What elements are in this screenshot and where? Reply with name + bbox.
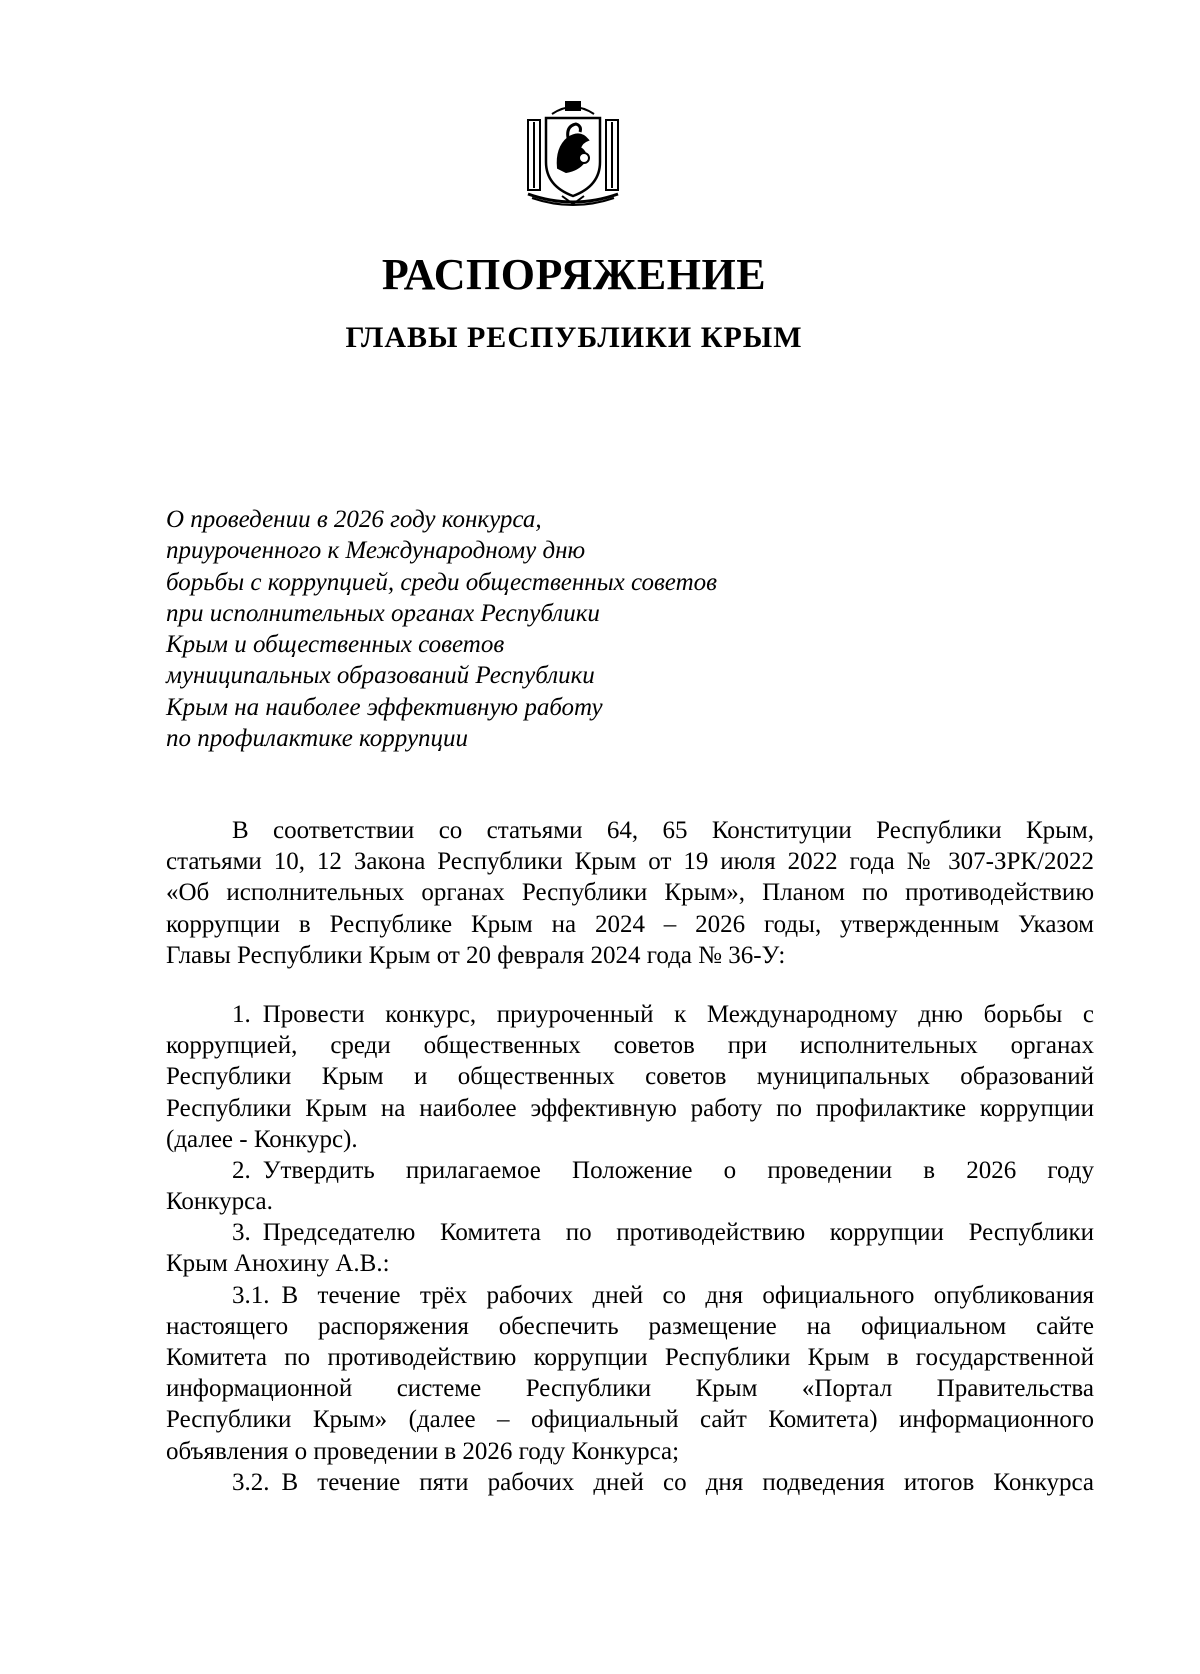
preamble-line: В соответствии со статьями 64, 65 Конституции Республики Крым, xyxy=(232,817,1094,844)
preamble-paragraph xyxy=(166,815,1094,971)
item-number: 3. xyxy=(232,1219,251,1247)
item-line: настоящего распоряжения обеспечить размещение на официальном сайте xyxy=(166,1312,1094,1340)
item-line: Республики Крым на наиболее эффективную работу по профилактике коррупции xyxy=(166,1094,1094,1122)
item-line: Конкурса. xyxy=(166,1188,273,1216)
item-first-line xyxy=(166,1155,1094,1186)
item-3-paragraph xyxy=(166,1217,1094,1279)
preamble-line: коррупции в Республике Крым на 2024 – 2026 годы, утвержденным Указом xyxy=(166,910,1094,938)
item-first-line xyxy=(166,999,1094,1030)
item-first-line xyxy=(166,1467,1094,1498)
preamble-line: Главы Республики Крым от 20 февраля 2024 года № 36-У: xyxy=(166,941,786,969)
item-number: 3.1. xyxy=(232,1281,270,1309)
subject-line: по профилактике коррупции xyxy=(166,725,469,753)
item-line: коррупцией, среди общественных советов при исполнительных органах xyxy=(166,1032,1094,1060)
item-number: 2. xyxy=(232,1156,251,1184)
subject-line: Крым и общественных советов xyxy=(166,631,505,659)
coat-of-arms-emblem xyxy=(522,100,624,208)
subject-line: О проведении в 2026 году конкурса, xyxy=(166,506,542,533)
item-number: 3.2. xyxy=(232,1468,270,1496)
preamble-line: «Об исполнительных органах Республики Крым», Планом по противодействию xyxy=(166,879,1094,907)
item-line: информационной системе Республики Крым «Портал Правительства xyxy=(166,1375,1094,1403)
item-line: объявления о проведении в 2026 году Конкурса; xyxy=(166,1437,680,1465)
item-text: В течение трёх рабочих дней со дня официального опубликования xyxy=(281,1281,1094,1309)
item-1-paragraph xyxy=(166,999,1094,1155)
item-line: (далее - Конкурс). xyxy=(166,1125,358,1153)
item-first-line xyxy=(166,1217,1094,1248)
subject-line: при исполнительных органах Республики xyxy=(166,599,600,627)
document-subject xyxy=(166,504,806,754)
item-line: Республики Крым» (далее – официальный сайт Комитета) информационного xyxy=(166,1406,1094,1434)
item-line: Комитета по противодействию коррупции Республики Крым в государственной xyxy=(166,1344,1094,1371)
item-text: Утвердить прилагаемое Положение о проведении в 2026 году xyxy=(262,1156,1094,1184)
subject-line: Крым на наиболее эффективную работу xyxy=(166,693,603,721)
subject-line: борьбы с коррупцией, среди общественных советов xyxy=(166,568,717,596)
document-title: РАСПОРЯЖЕНИЕ xyxy=(381,250,767,299)
item-2-paragraph xyxy=(166,1155,1094,1217)
document-body xyxy=(166,815,1094,1498)
item-text: Председателю Комитета по противодействию коррупции Республики xyxy=(262,1219,1094,1247)
preamble-line: статьями 10, 12 Закона Республики Крым от 19 июля 2022 года № 307-ЗРК/2022 xyxy=(166,848,1094,876)
subject-line: приуроченного к Международному дню xyxy=(166,537,586,565)
item-line: Крым Анохину А.В.: xyxy=(166,1250,390,1278)
document-issuer: ГЛАВЫ РЕСПУБЛИКИ КРЫМ xyxy=(345,321,803,354)
item-line: Республики Крым и общественных советов муниципальных образований xyxy=(166,1063,1094,1091)
item-text: Провести конкурс, приуроченный к Международному дню борьбы с xyxy=(262,1000,1094,1028)
subject-line: муниципальных образований Республики xyxy=(166,662,595,690)
item-number: 1. xyxy=(232,1000,251,1028)
item-first-line xyxy=(166,1280,1094,1311)
item-text: В течение пяти рабочих дней со дня подведения итогов Конкурса xyxy=(281,1468,1094,1496)
item-3-2-paragraph xyxy=(166,1467,1094,1498)
item-3-1-paragraph xyxy=(166,1280,1094,1467)
